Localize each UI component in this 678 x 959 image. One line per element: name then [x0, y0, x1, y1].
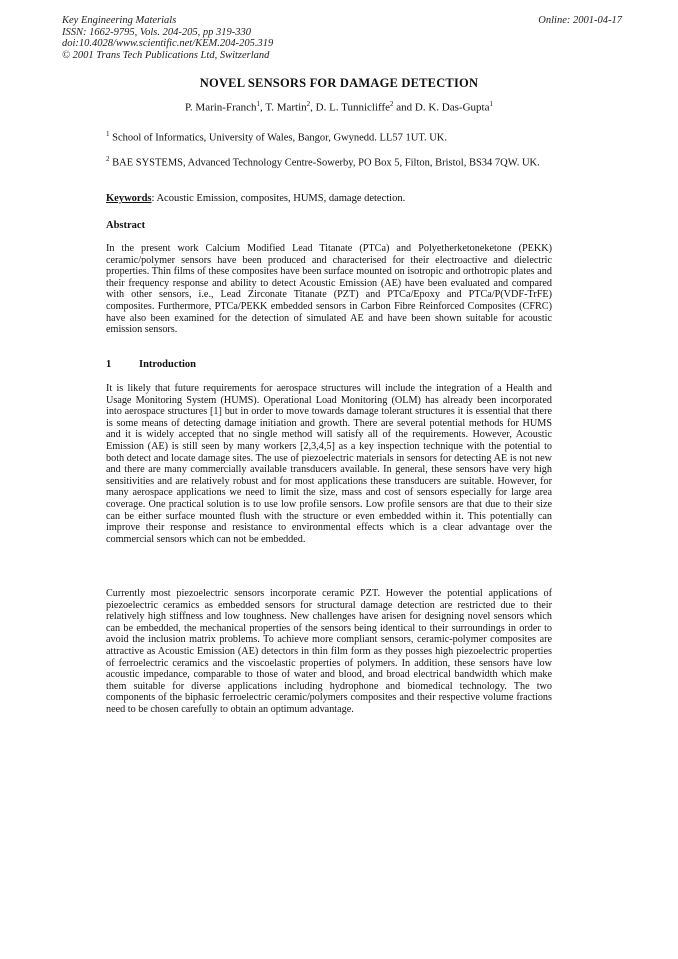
body-paragraph: Currently most piezoelectric sensors incorporate ceramic PZT. However the potential applications of piezoelectric ceramics as embedded sensors for structural damage detection are restricted due to their relatively high stiffness and low toughness. New challenges have arisen for designing novel sensors which can be embedded, the mechanical properties of the sensors being identical to their surroundings in order to avoid the inclusion matrix problems. To achieve more compliant sensors, ceramic-polymer composites are attractive as Acoustic Emission (AE) detectors in thin film form as they posses high piezoelectric properties of ferroelectric ceramics and the viscoelastic properties of polymers. In addition, these sensors have low acoustic impedance, comparable to those of water and blood, and broad electrical bandwidth which make them suitable for diverse applications including hydrophone and biomedical technology. The two components of the biphasic ferroelectric ceramic/polymers composites and their respective volume fractions need to be chosen carefully to obtain an optimum advantage.: [106, 588, 552, 715]
online-date: Online: 2001-04-17: [538, 15, 622, 26]
journal-header: [62, 15, 622, 61]
author-name: D. L. Tunnicliffe: [315, 101, 391, 114]
affiliation-text: BAE SYSTEMS, Advanced Technology Centre-Sowerby, PO Box 5, Filton, Bristol, BS34 7QW. UK.: [112, 157, 540, 169]
journal-doi: doi:10.4028/www.scientific.net/KEM.204-205.319: [62, 38, 274, 49]
author-list: [0, 100, 678, 114]
author-separator: ,: [310, 101, 316, 114]
body-paragraph: It is likely that future requirements for aerospace structures will include the integration of a Health and Usage Monitoring System (HUMS). Operational Load Monitoring (OLM) has already been incorporated into aerospace structures [1] but in order to move towards damage tolerant structures it is essential that there is some means of detecting damage initiation and growth. There are several potential methods for HUMS and it is widely accepted that no single method will satisfy all of the requirements. However, Acoustic Emission (AE) is still seen by many workers [2,3,4,5] as a key inspection technique with the potential to both detect and locate damage sites. The use of piezoelectric materials in sensors for detecting AE is not new and there are many commercially available transducers available. In general, these sensors have very high sensitivities and are relatively robust and for most applications these transducers are suitable. However, for many aerospace applications we need to limit the size, mass and cost of sensors especially for large area coverage. One practical solution is to use low profile sensors. Low profile sensors are that due to their size can be either surface mounted flush with the structure or even embedded within it. This potentially can improve their response and resistance to environmental effects which is a clear advantage over the commercial sensors which can not be embedded.: [106, 383, 552, 545]
affiliation-mark: 2: [106, 155, 110, 163]
author-separator: ,: [260, 101, 266, 114]
author-name: P. Marin-Franch: [185, 101, 257, 114]
section-heading: [106, 359, 196, 370]
affiliation: [106, 128, 558, 145]
author-affiliation-mark: 2: [306, 100, 311, 108]
author-name: T. Martin: [265, 101, 307, 114]
author-name: D. K. Das-Gupta: [414, 101, 490, 114]
keywords-text: : Acoustic Emission, composites, HUMS, damage detection.: [151, 193, 406, 204]
author-affiliation-mark: 2: [390, 100, 394, 108]
author-separator: and: [393, 101, 415, 114]
keywords: [106, 193, 558, 204]
abstract-body: In the present work Calcium Modified Lead Titanate (PTCa) and Polyetherketoneketone (PEKK) ceramic/polymer sensors have been produced and characterised for their electroactive and dielectric properties. Thin films of these composites have been surface mounted on isotropic and orthotropic plates and their frequency response and ability to detect Acoustic Emission (AE) have been evaluated and compared with other sensors, i.e., Lead Zirconate Titanate (PZT) and PTCa/Epoxy and PTCa/P(VDF-TrFE) composites. Furthermore, PTCa/PEKK embedded sensors in Carbon Fibre Reinforced Composites (CFRC) have also been examined for the detection of simulated AE and have been shown suitable for acoustic emission sensors.: [106, 243, 552, 336]
author-affiliation-mark: 1: [256, 100, 261, 108]
affiliation-text: School of Informatics, University of Wales, Bangor, Gwynedd. LL57 1UT. UK.: [112, 132, 447, 144]
author-affiliation-mark: 1: [489, 100, 493, 108]
journal-copyright: © 2001 Trans Tech Publications Ltd, Switzerland: [62, 49, 270, 61]
affiliation-mark: 1: [106, 130, 110, 138]
abstract-heading: Abstract: [106, 220, 146, 231]
journal-issn: ISSN: 1662-9795, Vols. 204-205, pp 319-330: [62, 26, 251, 38]
journal-name: Key Engineering Materials: [62, 15, 177, 26]
section-number: 1: [106, 359, 112, 370]
paper-title: NOVEL SENSORS FOR DAMAGE DETECTION: [199, 76, 479, 90]
affiliation: [106, 153, 558, 170]
keywords-label: Keywords: [106, 193, 152, 204]
section-title: Introduction: [139, 359, 196, 370]
